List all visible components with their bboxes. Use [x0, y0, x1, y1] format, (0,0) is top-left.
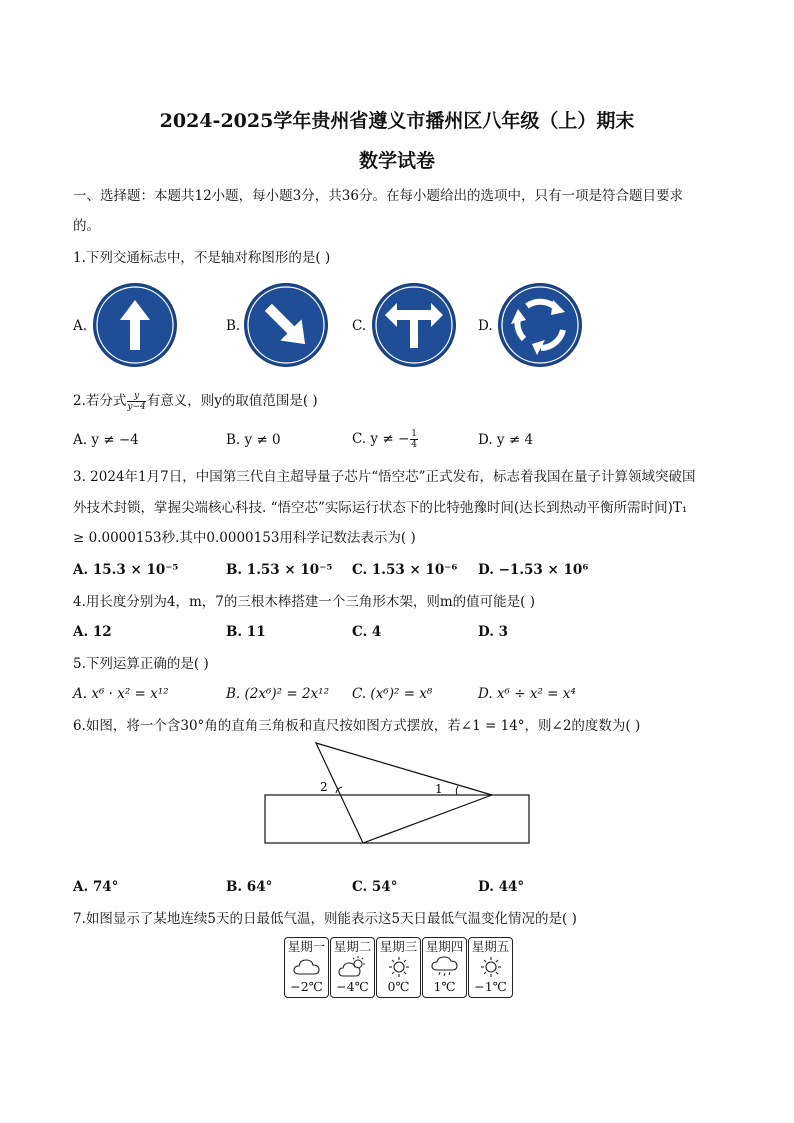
q2-option-a: A. y ≠ −4	[73, 432, 139, 448]
q2-fraction	[127, 391, 145, 412]
q1-option-c-label: C.	[352, 318, 367, 334]
q1-option-d-label: D.	[478, 318, 493, 334]
partly-cloudy-icon	[338, 955, 368, 979]
sun-icon	[384, 955, 414, 979]
exam-title: 2024-2025学年贵州省遵义市播州区八年级（上）期末	[159, 110, 635, 132]
q5-option-d: D. x⁶ ÷ x² = x⁴	[478, 686, 576, 702]
ruler-triangle-figure	[260, 740, 535, 850]
cloud-icon	[292, 955, 322, 979]
weather-temp: −2℃	[290, 979, 323, 994]
ruler-shape	[265, 795, 529, 843]
weather-temp: 0℃	[387, 979, 410, 994]
arrow-up-sign-icon	[92, 282, 178, 368]
weather-card-thursday	[422, 937, 467, 998]
q4-stem: 4.用长度分别为4，m，7的三根木棒搭建一个三角形木架，则m的值可能是( )	[73, 594, 535, 610]
weather-card-tuesday	[330, 937, 375, 998]
weather-temp: −4℃	[336, 979, 369, 994]
q5-stem: 5.下列运算正确的是( )	[73, 656, 209, 672]
q2-frac-num: y	[127, 391, 145, 402]
arrow-down-right-sign-icon	[243, 282, 329, 368]
roundabout-sign-icon	[497, 282, 583, 368]
q4-option-b: B. 11	[226, 624, 266, 640]
section-instructions-line1: 一、选择题：本题共12小题，每小题3分，共36分。在每小题给出的选项中，只有一项是符合题目要求	[73, 188, 683, 204]
angle1-arc	[456, 786, 458, 795]
weather-day-label: 星期二	[333, 939, 372, 954]
weather-day-label: 星期四	[425, 939, 464, 954]
q2-frac-den: y−4	[127, 402, 146, 412]
angle1-label: 1	[435, 782, 443, 796]
weather-day-label: 星期三	[379, 939, 418, 954]
q2-option-b: B. y ≠ 0	[226, 432, 281, 448]
q2-stem-post: 有意义，则y的取值范围是( )	[146, 393, 318, 409]
q2-option-c-num: 1	[411, 429, 417, 439]
q3-option-a: A. 15.3 × 10⁻⁵	[73, 562, 179, 578]
q2-option-c-pre: C. y ≠ −	[352, 431, 410, 447]
q2-option-c	[352, 429, 419, 450]
weather-card-monday	[284, 937, 329, 998]
q6-option-a: A. 74°	[73, 879, 119, 895]
q2-stem	[73, 391, 318, 412]
q5-option-a: A. x⁶ · x² = x¹²	[73, 686, 169, 702]
rain-cloud-icon	[430, 955, 460, 979]
q6-option-c: C. 54°	[352, 879, 398, 895]
q4-option-c: C. 4	[352, 624, 382, 640]
q4-option-d: D. 3	[478, 624, 509, 640]
q3-option-b: B. 1.53 × 10⁻⁵	[226, 562, 333, 578]
weather-card-wednesday	[376, 937, 421, 998]
q6-option-d: D. 44°	[478, 879, 525, 895]
q6-stem: 6.如图，将一个含30°角的直角三角板和直尺按如图方式摆放，若∠1 = 14°，则∠2的度数为( )	[73, 718, 641, 734]
q2-option-c-den: 4	[411, 440, 417, 450]
q1-stem: 1.下列交通标志中，不是轴对称图形的是( )	[73, 250, 331, 266]
q1-option-b-label: B.	[226, 318, 241, 334]
q6-option-b: B. 64°	[226, 879, 273, 895]
q4-option-a: A. 12	[73, 624, 112, 640]
q2-option-c-fraction	[410, 429, 418, 450]
q5-option-b: B. (2x⁶)² = 2x¹²	[226, 686, 329, 702]
q5-option-c: C. (x⁶)² = x⁸	[352, 686, 433, 702]
weather-card-friday	[468, 937, 513, 998]
triangle-plate-shape	[316, 743, 492, 843]
q7-stem: 7.如图显示了某地连续5天的日最低气温，则能表示这5天日最低气温变化情况的是( )	[73, 911, 577, 927]
weather-day-label: 星期五	[471, 939, 510, 954]
q2-option-d: D. y ≠ 4	[478, 432, 534, 448]
weather-temp: −1℃	[474, 979, 507, 994]
q3-line3: ≥ 0.0000153秒.其中0.0000153用科学记数法表示为( )	[73, 530, 416, 546]
q3-line1: 3. 2024年1月7日，中国第三代自主超导量子芯片“悟空芯”正式发布，标志着我国在量子计算领域突破国	[73, 469, 696, 485]
turn-left-right-sign-icon	[371, 282, 457, 368]
section-instructions-line2: 的。	[73, 218, 100, 234]
exam-subtitle: 数学试卷	[358, 150, 435, 172]
q3-option-d: D. −1.53 × 10⁶	[478, 562, 589, 578]
weather-temp: 1℃	[433, 979, 456, 994]
q3-line2: 外技术封锁，掌握尖端核心科技. “悟空芯”实际运行状态下的比特弛豫时间(达长到热动平衡所需时间)T₁	[73, 500, 688, 516]
weather-day-label: 星期一	[287, 939, 326, 954]
q1-option-a-label: A.	[73, 318, 88, 334]
q3-option-c: C. 1.53 × 10⁻⁶	[352, 562, 458, 578]
q2-stem-pre: 2.若分式	[73, 393, 127, 409]
angle2-label: 2	[320, 780, 328, 794]
sun-icon	[476, 955, 506, 979]
